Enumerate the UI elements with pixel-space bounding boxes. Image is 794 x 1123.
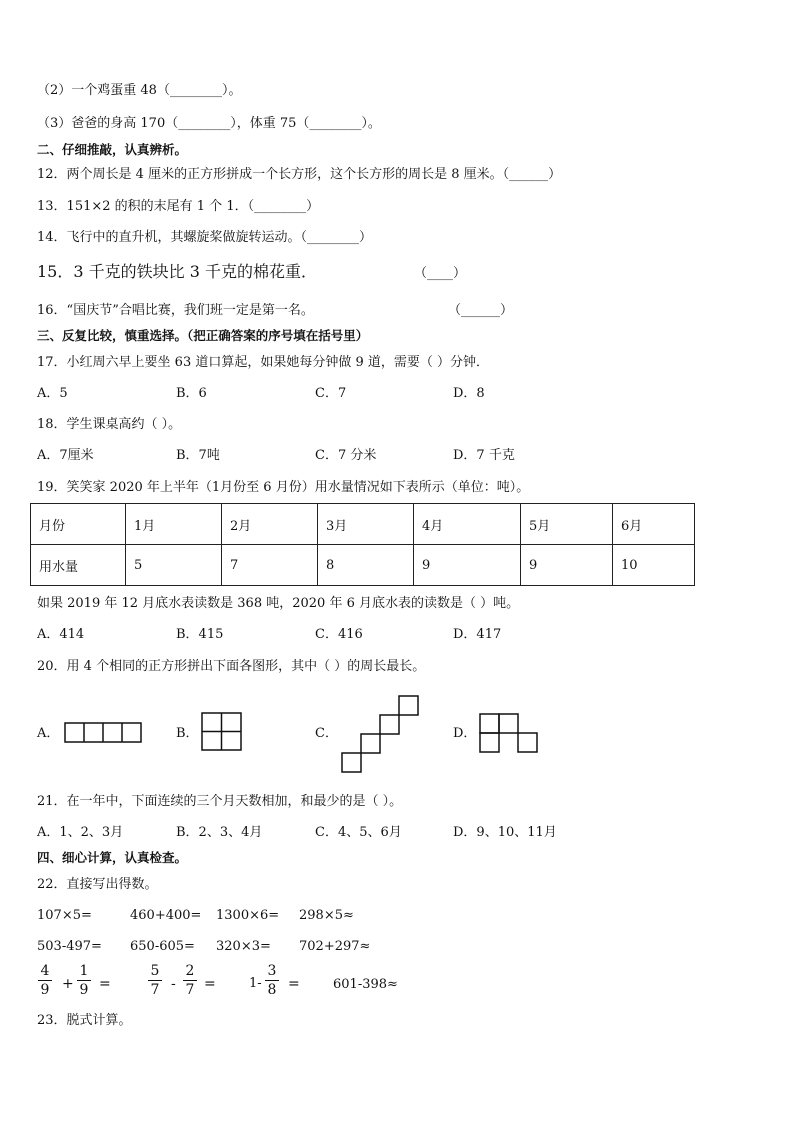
q17-option-d: D．8 [453, 386, 485, 401]
table-cell: 3月 [318, 504, 414, 545]
numerator: 3 [267, 963, 277, 979]
table-cell: 10 [613, 545, 695, 586]
question-19: 19．笑笑家 2020 年上半年（1月份至 6 月份）用水量情况如下表所示（单位：吨）。 [37, 480, 530, 495]
q17-option-b: B．6 [176, 386, 207, 401]
equals-sign: = [204, 976, 216, 992]
q21-option-b: B．2、3、4月 [176, 825, 263, 840]
q21-option-d: D．9、10、11月 [453, 825, 557, 840]
fraction [77, 963, 91, 998]
table-cell: 4月 [414, 504, 521, 545]
figure-a-four-in-row [64, 722, 142, 744]
question-15-blank: （____） [414, 266, 467, 281]
question-15: 15．3 千克的铁块比 3 千克的棉花重． [37, 262, 317, 281]
q20-label-b: B． [176, 726, 199, 741]
section-2-title: 二、仔细推敲，认真辨析。 [37, 142, 188, 157]
table-cell: 月份 [31, 504, 126, 545]
calc-item: 320×3= [216, 939, 271, 954]
q18-option-a: A．7厘米 [37, 448, 94, 463]
question-12: 12．两个周长是 4 厘米的正方形拼成一个长方形，这个长方形的周长是 8 厘米。（______） [37, 167, 562, 182]
calc-item: 650-605= [130, 939, 195, 954]
calc-item: 107×5= [37, 908, 92, 923]
table-cell: 5月 [521, 504, 613, 545]
table-cell: 1月 [126, 504, 222, 545]
denominator: 8 [267, 982, 277, 998]
figure-b-two-by-two [201, 712, 243, 752]
q17-option-c: C．7 [315, 386, 347, 401]
table-cell: 8 [318, 545, 414, 586]
calc-item: 702+297≈ [299, 939, 371, 954]
fraction [265, 963, 279, 998]
fraction [148, 963, 162, 998]
q11-part3: （3）爸爸的身高 170（________），体重 75（________）。 [37, 116, 381, 131]
table-cell: 5 [126, 545, 222, 586]
numerator: 5 [150, 963, 160, 979]
fraction [38, 963, 52, 998]
question-16: 16．“国庆节”合唱比赛，我们班一定是第一名。 [37, 303, 314, 318]
q19-option-b: B．415 [176, 627, 224, 642]
table-cell: 7 [222, 545, 318, 586]
q21-option-c: C．4、5、6月 [315, 825, 402, 840]
question-13: 13．151×2 的积的末尾有 1 个 1．（________） [37, 199, 320, 214]
figure-c-staircase [341, 695, 421, 775]
plus-sign: + [62, 976, 74, 992]
fraction [183, 963, 197, 998]
q18-option-c: C．7 分米 [315, 448, 377, 463]
q20-label-c: C． [315, 726, 338, 741]
equals-sign: = [288, 976, 300, 992]
q19-option-a: A．414 [37, 627, 85, 642]
table-cell: 9 [414, 545, 521, 586]
table-cell: 6月 [613, 504, 695, 545]
table-header-row [31, 504, 695, 545]
denominator: 9 [79, 982, 89, 998]
water-usage-table [30, 503, 695, 586]
one-minus: 1- [249, 976, 262, 991]
calc-item: 601-398≈ [333, 977, 398, 992]
q20-label-a: A． [37, 726, 60, 741]
question-23: 23．脱式计算。 [37, 1013, 132, 1028]
minus-sign: - [171, 976, 176, 992]
numerator: 2 [185, 963, 195, 979]
question-19-followup: 如果 2019 年 12 月底水表读数是 368 吨，2020 年 6 月底水表的读数是（ ）吨。 [37, 596, 520, 611]
table-cell: 用水量 [31, 545, 126, 586]
q18-option-b: B．7吨 [176, 448, 220, 463]
denominator: 7 [150, 982, 160, 998]
figure-d-tetromino [479, 713, 541, 753]
calc-item: 298×5≈ [299, 908, 354, 923]
q17-option-a: A．5 [37, 386, 68, 401]
numerator: 1 [79, 963, 89, 979]
question-16-blank: （______） [448, 303, 514, 318]
denominator: 7 [185, 982, 195, 998]
section-3-title: 三、反复比较，慎重选择。（把正确答案的序号填在括号里） [37, 328, 369, 343]
question-21: 21．在一年中，下面连续的三个月天数相加，和最少的是（ ）。 [37, 794, 403, 809]
calc-item: 1300×6= [216, 908, 280, 923]
question-22: 22．直接写出得数。 [37, 877, 158, 892]
equals-sign: = [99, 976, 111, 992]
q20-label-d: D． [453, 726, 477, 741]
table-row [31, 545, 695, 586]
q11-part2: （2）一个鸡蛋重 48（________）。 [37, 83, 242, 98]
question-18: 18．学生课桌高约（ ）。 [37, 417, 182, 432]
q21-option-a: A．1、2、3月 [37, 825, 124, 840]
calc-item: 460+400= [130, 908, 202, 923]
denominator: 9 [40, 982, 50, 998]
q19-option-c: C．416 [315, 627, 363, 642]
section-4-title: 四、细心计算，认真检查。 [37, 850, 188, 865]
calc-item: 503-497= [37, 939, 102, 954]
q19-option-d: D．417 [453, 627, 502, 642]
q18-option-d: D．7 千克 [453, 448, 515, 463]
table-cell: 9 [521, 545, 613, 586]
question-17: 17．小红周六早上要坐 63 道口算起，如果她每分钟做 9 道，需要（ ）分钟． [37, 355, 490, 370]
question-14: 14．飞行中的直升机，其螺旋桨做旋转运动。（________） [37, 230, 373, 245]
question-20: 20．用 4 个相同的正方形拼出下面各图形，其中（ ）的周长最长。 [37, 659, 426, 674]
numerator: 4 [40, 963, 50, 979]
table-cell: 2月 [222, 504, 318, 545]
